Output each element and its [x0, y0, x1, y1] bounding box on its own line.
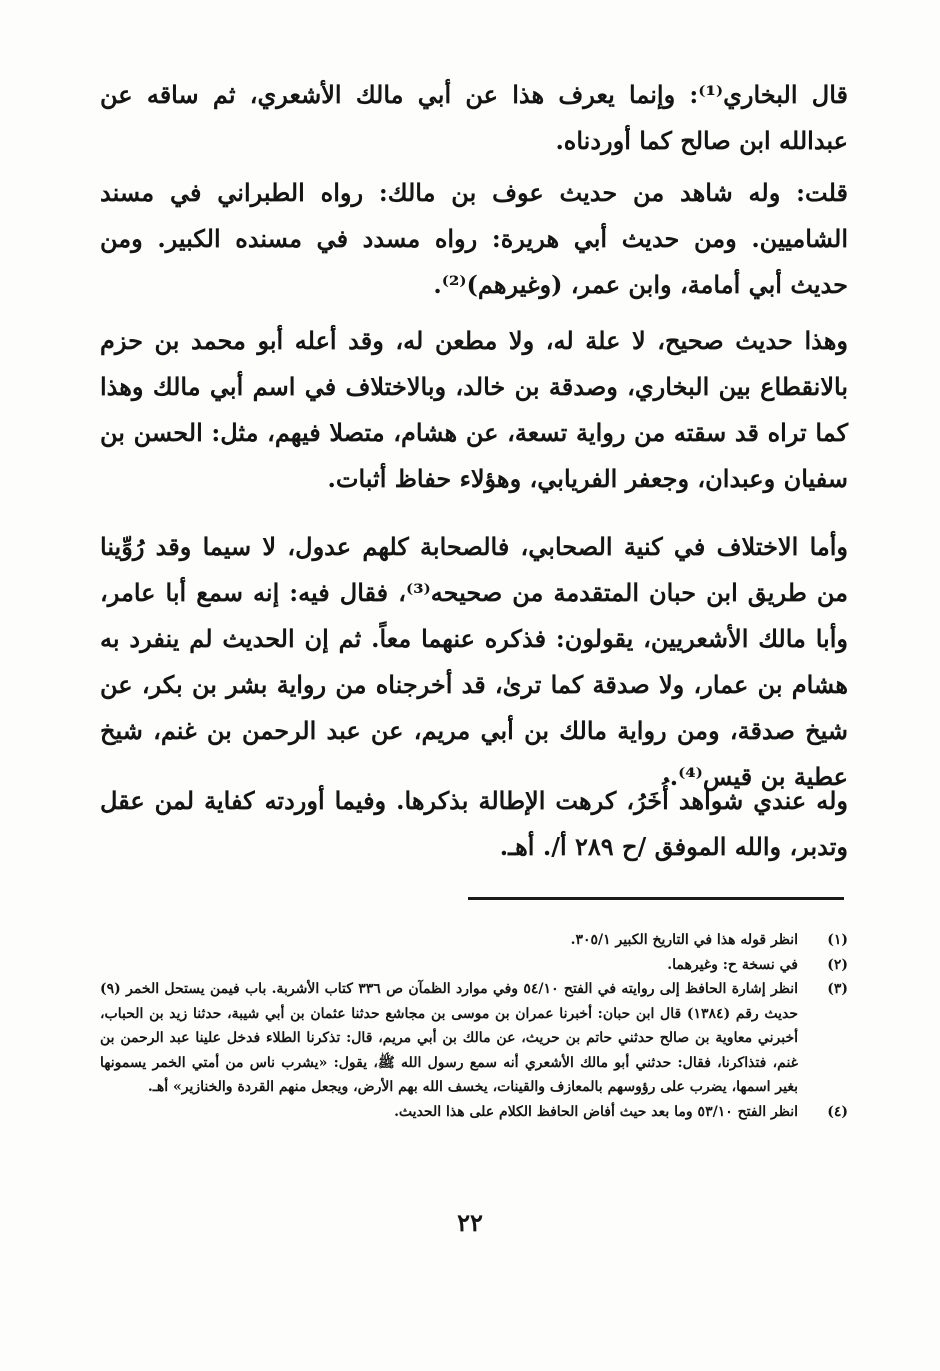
footnote-number: (٢)	[827, 956, 848, 973]
page-number: ٢٢	[457, 1208, 483, 1237]
footnote-divider	[468, 897, 844, 900]
footnote-text: انظر قوله هذا في التاريخ الكبير ٣٠٥/١.	[570, 932, 798, 948]
paragraph-3: وهذا حديث صحيح، لا علة له، ولا مطعن له، وقد أعله أبو محمد بن حزم بالانقطاع بين البخاري، وصدقة بن خالد، وبالاختلاف في اسم أبي مالك وهذا كما تراه قد سقته من رواية تسعة، عن هشام، متصلا فيهم، مثل: الحسن بن سفيان وعبدان، وجعفر الفريابي، وهؤلاء حفاظ أثبات.	[100, 326, 848, 493]
footnote-number: (٣)	[827, 981, 848, 997]
paragraph-2: قلت: وله شاهد من حديث عوف بن مالك: رواه الطبراني في مسند الشاميين. ومن حديث أبي هريرة: رواه مسدد في مسنده الكبير. ومن حديث أبي أمامة، وابن عمر، (وغيرهم)⁽²⁾.	[100, 178, 849, 299]
footnote-text: انظر إشارة الحافظ إلى روايته في الفتح ٥٤/١٠ وفي موارد الظمآن ص ٣٣٦ كتاب الأشربة. باب فيمن يستحل الخمر (٩) حديث رقم (١٣٨٤) قال ابن حبان: أخبرنا عمران بن موسى بن مجاشع حدثنا عثمان بن أبي شيبة، حدثنا زيد بن الحباب، أخبرني معاوية بن صالح حدثني حاتم بن حريث، عن مالك بن أبي مريم، قال: تذكرنا الطلاء فدخل علينا عبد الرحمن بن غنم، فتذاكرنا، فقال: حدثني أبو مالك الأشعري أنه سمع رسول الله ﷺ، يقول: «يشرب ناس من أمتي الخمر يسمونها بغير اسمها، يضرب على رؤوسهم بالمعازف والقينات، يخسف الله بهم الأرض، ويجعل منهم القردة والخنازير» أهـ.	[100, 981, 798, 1095]
footnote-text: انظر الفتح ٥٣/١٠ وما بعد حيث أفاض الحافظ الكلام على هذا الحديث.	[394, 1103, 798, 1120]
footnote-3	[100, 977, 848, 1100]
footnote-1	[100, 928, 848, 953]
footnotes-list	[100, 928, 848, 1124]
footnote-4	[100, 1100, 848, 1125]
footnote-number: (٤)	[827, 1103, 848, 1120]
footnote-number: (١)	[827, 932, 848, 948]
paragraph-5: وله عندي شواهد أُخَرُ، كرهت الإطالة بذكرها. وفيما أوردته كفاية لمن عقل وتدبر، والله الموفق /ح ٢٨٩ أ/. أهـ.	[100, 786, 848, 861]
footnote-text: في نسخة ح: وغيرهما.	[667, 956, 798, 973]
footnote-2	[100, 953, 848, 978]
paragraph-1: قال البخاري⁽¹⁾: وإنما يعرف هذا عن أبي مالك الأشعري، ثم ساقه عن عبدالله ابن صالح كما أوردناه.	[100, 80, 848, 155]
paragraph-4: وأما الاختلاف في كنية الصحابي، فالصحابة كلهم عدول، لا سيما وقد رُوِّينا من طريق ابن حبان المتقدمة من صحيحه⁽³⁾، فقال فيه: إنه سمع أبا عامر، وأبا مالك الأشعريين، يقولون: فذكره عنهما معاً. ثم إن الحديث لم ينفرد به هشام بن عمار، ولا صدقة كما ترىٰ، قد أخرجناه من رواية بشر بن بكر، عن شيخ صدقة، ومن رواية مالك بن أبي مريم، عن عبد الرحمن بن غنم، شيخ عطية بن قيس⁽⁴⁾.	[100, 532, 848, 791]
